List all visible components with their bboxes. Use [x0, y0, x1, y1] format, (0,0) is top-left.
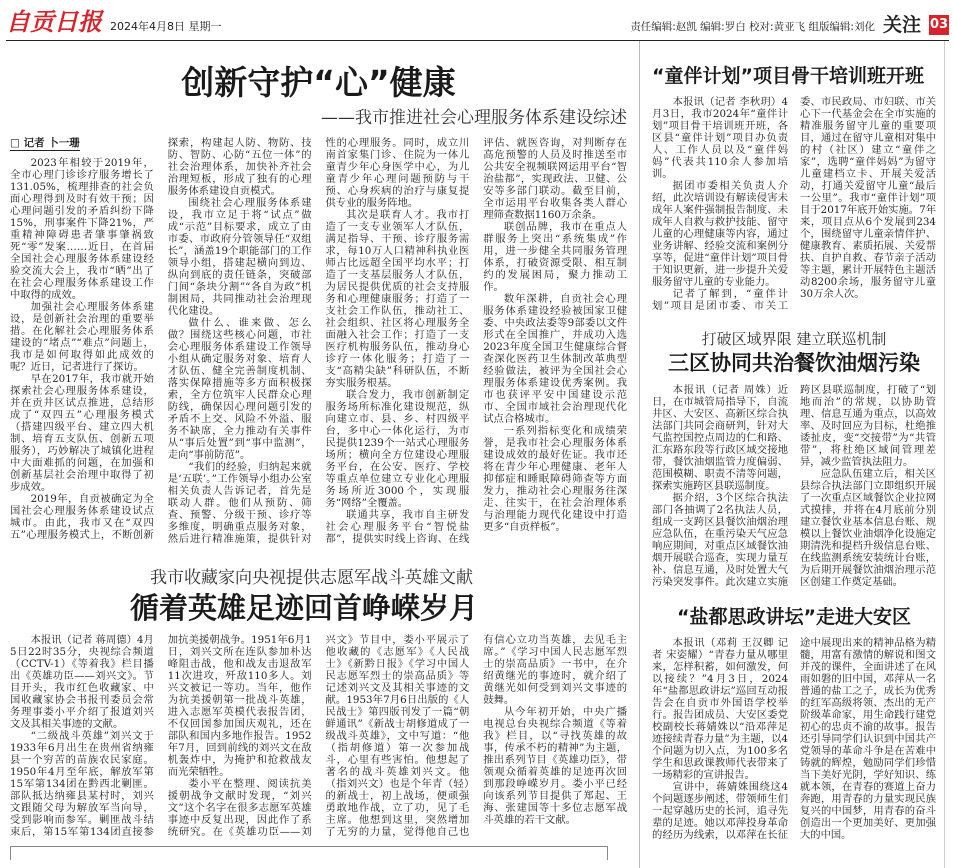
paragraph: 娄小平在整理、阅读抗美援朝战争文献时发现，“刘兴文”这个名字在很多志愿军英雄事迹中反复出现，因此作了系统研究。在《英雄功臣——刘兴文》节目中，娄小平展示了他收藏的《志愿军》《人民战士》《新黔日报》《学习中国人民志愿军烈士的崇高品质》等记述刘兴文及其相关事迹的文献。1953年7月6日出版的《人民战士》第四版刊发了一篇“朝鲜通讯”《新战士胡修道成了一级战斗英雄》，文中写道：“他（指胡修道）第一次参加战斗，心里有些害怕。他想起了著名的战斗英雄刘兴文。他（指刘兴文）也是个年青（轻）的新战士，初上战场，便顽强勇敢地作战，立了功，见了毛主席。他想到这里，突然增加了无穷的力量，觉得他自己也有信心立功当英雄，去见毛主席。”《学习中国人民志愿军烈士的崇高品质》一书中，在介绍黄继光的事迹时，就介绍了黄继光如何受到刘兴文事迹的鼓舞。 [167, 633, 627, 838]
paragraph: 早在2017年，我市就开始探索社会心理服务体系建设，并在贡井区试点推进，总结形成了“双四五”心理服务模式（搭建四级平台、建立四大机制、培育五支队伍、创新五项服务），巧妙解决了城镇化进程中大面难抓的问题，在加强和创新基层社会治理中取得了初步成效。 [10, 372, 154, 493]
paragraph: “我们的经验，归纳起来就是‘五联’。”工作领导小组办公室相关负责人告诉记者，首先是联动人群。他们从预防、筛查、预警、分级干预、诊疗等多维度，明确重点服务对象，然后进行精准施策，提供针对性的心理服务。同时，成立川南首家集门诊、住院为一体儿童青少年心身医学中心，为儿童青少年心理问题预防与干预、心身疾病的治疗与康复提供专业的服务阵地。 [167, 136, 470, 545]
paragraph: 数年深耕，自贡社会心理服务体系建设经验被国家卫健委、中央政法委等9部委以文件形式在全国推广，并成功入选2023年度全国卫生健康综合督查深化医药卫生体制改革典型经验做法，被评为全国社会心理服务体系建设优秀案例。我市也获评平安中国建设示范市、全国市域社会治理现代化试点合格城市。 [483, 292, 627, 425]
hero-kicker: 我市收藏家向央视提供志愿军战斗英雄文献 [150, 567, 473, 588]
paragraph: 做什么、谁来做、怎么做？围绕这些核心问题，市社会心理服务体系建设工作领导小组从确定服务对象、培育人才队伍、健全完善制度机制、落实保障措施等多方面积极探索，全方位筑牢人民群众心理防线，确保因心理问题引发的矛盾不上交、风险不外溢、服务不缺席，全力推动有关事件从“事后处置”到“事中监测”，走向“事前防范”。 [167, 316, 312, 461]
paragraph: “二级战斗英雄”刘兴文于1933年6月出生在贵州省纳雍县一个穷苦的苗族农民家庭。1950年4月至年底，解放军第15军第134团在黔西北剿匪。部队抵达纳雍县某村时，刘兴文跟随父母为解放军当向导，受到影响而参军。剿匪战斗结束后，第15军第134团直接参加抗美援朝战争。1951年6月1日，刘兴文所在连队参加朴达峰阻击战，他和战友击退敌军11次进攻，歼敌110多人。刘兴文被记一等功。当年，他作为抗美援朝第一批战斗英雄，进入志愿军英模代表报告团，不仅回国参加国庆观礼，还在部队和国内多地作报告。1952年7月，回到前线的刘兴文在敌机轰炸中，为掩护和抢救战友而光荣牺牲。 [10, 633, 312, 838]
right-section [640, 41, 945, 868]
page-body [0, 41, 953, 868]
paragraph: 本报讯（记者 周姝）近日，在市城管局指导下，自流井区、大安区、高新区综合执法部门共同会商研判，针对大气监控国控点周边的仁和路、汇东路东段等行政区域交接地带，餐饮油烟监管力度偏弱、范围模糊、职责不清等问题，探索实施跨区县联巡制度。 [652, 384, 788, 493]
side2-kicker: 打破区域界限 建立联巡机制 [701, 329, 887, 348]
main-article-body [10, 137, 627, 545]
left-section [0, 41, 640, 868]
side3-article [652, 606, 936, 841]
paragraph: 2019年，自贡被确定为全国社会心理服务体系建设试点城市。由此，我市又在“双四五”心理服务模式上，不断创新探索，构建起人防、物防、技防、智防、心防“五位一体”的社会治理体系，加快补齐社会治理短板，形成了独有的心理服务体系建设自贡模式。 [10, 136, 312, 541]
paragraph: 围绕社会心理服务体系建设，我市立足于将“试点”做成“示范”目标要求，成立了由市委、市政府分管领导任“双组长”，涵盖19个职能部门的工作领导小组，搭建起横向到边、纵向到底的责任链条，突破部门间“条块分割”“各自为政”机制困局，共同推动社会治理现代化建设。 [167, 196, 312, 317]
paragraph: 从今年初开始，中央广播电视总台央视综合频道《等着我》栏目，以“寻找英雄的故事，传承不朽的精神”为主题，推出系列节目《英雄功臣》，带领观众循着英雄的足迹再次回到那段峥嵘岁月。娄小平已经向该系列节目提供了郑起、王海、张建国等十多位志愿军战斗英雄的若干文献。 [483, 705, 627, 826]
paragraph: 联通共享，我市自主研发社会心理服务平台“智悦盐都”，提供实时线上咨询、在线评估、就医咨询，对判断存在高危预警的人员及时推送至市公共安全视频联网运用平台“智治盐都”，实现政法、卫健、公安等多部门联动。截至目前，全市运用平台收集各类人群心理筛查数据1160万余条。 [325, 136, 627, 545]
paragraph: 本报讯（邓莉 王汉卿 记者 宋姿耀）“青春力量从哪里来，怎样积蓄，如何激发，何以接续？”4月3日，2024年“盐都思政讲坛”巡回互动报告会在自贡市外国语学校举行。报告团成员、大安区委党校副校长蒋婧姝以“沿邓萍足迹接续青春力量”为主题，以4个问题为切入点，为100多名学生和思政课教师代表带来了一场精彩的宣讲报告。 [652, 637, 788, 782]
paragraph: 一系列指标变化和成绩荣誉，是我市社会心理服务体系建设成效的最好佐证。我市还将在青少年心理健康、老年人抑郁症和睡眠障碍筛查等方面发力，推动社会心理服务往深走、往实干，在社会治理体系与治理能力现代化建设中打造更多“自贡样板”。 [483, 424, 627, 533]
paragraph: 应急队伍建立后，相关区县综合执法部门立即组织开展了一次重点区域餐饮企业拉网式摸排，并将在4月底前分别建立餐饮业基本信息台账、规模以上餐饮业油烟净化设施定期清洗和提档升级信息台账、在线监测系统安装统计台账，为后期开展餐饮油烟治理示范区创建工作奠定基础。 [800, 468, 936, 589]
side2-headline: 三区协同共治餐饮油烟污染 [668, 351, 920, 376]
main-headline: 创新守护“心”健康 [181, 63, 456, 102]
side1-article-body [652, 96, 936, 312]
side1-headline: “童伴计划”项目骨干培训班开班 [652, 65, 924, 87]
main-subtitle: ——我市推进社会心理服务体系建设综述 [321, 107, 627, 128]
hero-article-body [10, 634, 627, 838]
paragraph: 宣讲中，蒋婧姝围绕这4个问题逐步阐述，带领师生们一起穿越历史的长河，追寻先辈的足迹。她以邓萍投身革命的经历为线索，以邓萍在长征途中展现出来的精神品格为精髓，用富有激情的解说和图文并茂的课件，全面讲述了在风雨如磐的旧中国，邓萍从一名普通的盐工之子，成长为优秀的红军高级将领、杰出的无产阶级革命家，用生命践行建党初心的忠贞不渝的故事。报告还引导同学们认识到中国共产党领导的革命斗争是在苦难中铸就的辉煌，勉励同学们珍惜当下美好光阴，学好知识、练就本领，在青春的赛道上奋力奔跑，用青春的力量实现民族复兴的中国梦，用青春的奋斗创造出一个更加美好、更加强大的中国。 [652, 637, 936, 842]
paragraph: 联创品牌，我市在重点人群服务上突出“系统集成”作用，进一步健全共同服务管理体系，打破资源受限、相互制约的发展困局，聚力推动工作。 [483, 220, 627, 293]
paragraph: 本报讯（记者 蒋周德）4月5日22时35分，央视综合频道（CCTV-1）《等着我》栏目播出《英雄功臣——刘兴文》。节目开头，我市红色收藏家、中国收藏家协会书报刊委员会常务理事娄小平介绍了报道刘兴文及其相关事迹的文献。 [10, 633, 154, 730]
editor-credits: 责任编辑:赵凯 编辑:罗白 校对:黄亚飞 组版编辑:刘化 [630, 21, 875, 33]
side2-article-body [652, 384, 936, 588]
side3-headline: “盐都思政讲坛”走进大安区 [677, 606, 911, 629]
paragraph: 本报讯（记者 李秋玥）4月3日，我市2024年“童伴计划”项目骨干培训班开班，各区县“童伴计划”项目办负责人、工作人员以及“童伴妈妈”代表共110余人参加培训。 [652, 95, 788, 180]
masthead [6, 0, 949, 41]
side3-article-body [652, 637, 936, 841]
newspaper-logo: 自贡日报 [6, 7, 102, 36]
side2-article [652, 330, 936, 589]
byline: □ 记者 卜一珊 [10, 136, 80, 149]
issue-date: 2024年4月8日 星期一 [110, 20, 222, 33]
paragraph: 加强社会心理服务体系建设，是创新社会治理的重要举措。在化解社会心理服务体系建设的“堵点”“难点”问题上，我市是如何取得如此成效的呢？近日，记者进行了探访。 [10, 300, 154, 373]
hero-headline: 循着英雄足迹回首峥嵘岁月 [130, 590, 479, 625]
paragraph: 据团市委相关负责人介绍，此次培训设有解读侵害未成年人案件强制报告制度、未成年人自救与救护技能、留守儿童的心理健康等内容，通过业务讲解、经验交流和案例分享等，促进“童伴计划”项目骨干知识更新，进一步提升关爱服务留守儿童的专业能力。 [652, 179, 788, 288]
side1-article [652, 65, 936, 312]
paragraph: 联合发力，我市创新制定服务场所标准化建设规范，纵向建立市、县、乡、村四级平台，多中心一体化运行，为市民提供1239个一站式心理服务场所；横向全方位建设心理服务平台，在公安、医疗、学校等重点单位建立专业化心理服务场所近3000个，实现服务“网络”全覆盖。 [325, 388, 470, 509]
paragraph: 其次是联育人才。我市打造了一支专业领军人才队伍，满足指导、干预、诊疗服务需求，每10万人口精神科执业医师占比远超全国平均水平；打造了一支基层服务人才队伍，为居民提供优质的社会支持服务和心理健康服务；打造了一支社会工作队伍，推动社工、社会组织、社区将心理服务全面融入社会工作；打造了一支医疗机构服务队伍，推动身心诊疗一体化服务；打造了一支“高精尖缺”科研队伍，不断夯实服务根基。 [325, 208, 470, 389]
paragraph: 记者了解到，“童伴计划”项目是团市委、市关工委、市民政局、市妇联、市关心下一代基金会在全市实施的精准服务留守儿童的重要项目，通过在留守儿童相对集中的村（社区）建立“童伴之家”，选聘“童伴妈妈”为留守儿童建档立卡、开展关爱活动，打通关爱留守儿童“最后一公里”。我市“童伴计划”项目于2017年底开始实施。7年来，项目点从6个发展到234个，围绕留守儿童亲情伴护、健康教育、素质拓展、关爱帮扶、自护自救、春节亲子活动等主题，累计开展特色主题活动8200余场，服务留守儿童30万余人次。 [652, 95, 936, 312]
section-name: 关注 [882, 14, 921, 36]
page-number-badge: 03 [929, 15, 949, 35]
bottom-frame [10, 846, 608, 860]
paragraph: 2023年相较于2019年，全市心理门诊诊疗服务增长了131.05%，梳理排查的社会负面心理得到及时有效干预；因心理问题引发的矛盾纠纷下降15%，刑事案件下降21%，严重精神障碍患者肇事肇祸致死“零”发案……近日，在首届全国社会心理服务体系建设经验交流大会上，我市“晒”出了在社会心理服务体系建设工作中取得的成效。 [10, 156, 154, 301]
paragraph: 据介绍，3个区综合执法部门各抽调了2名执法人员，组成一支跨区县餐饮油烟治理应急队伍，在重污染天气应急响应期间，对重点区域餐饮油烟开展联合巡查，实现力量互补、信息互通，及时处置大气污染突发事件。此次建立实施跨区县联巡制度，打破了“划地而治”的常规，以协助管理、信息互通为重点，以高效率、及时回应为目标，杜绝推诿扯皮，变“交接带”为“共管带”，将杜绝区域间管理差异，减少监管执法阻力。 [652, 384, 936, 589]
